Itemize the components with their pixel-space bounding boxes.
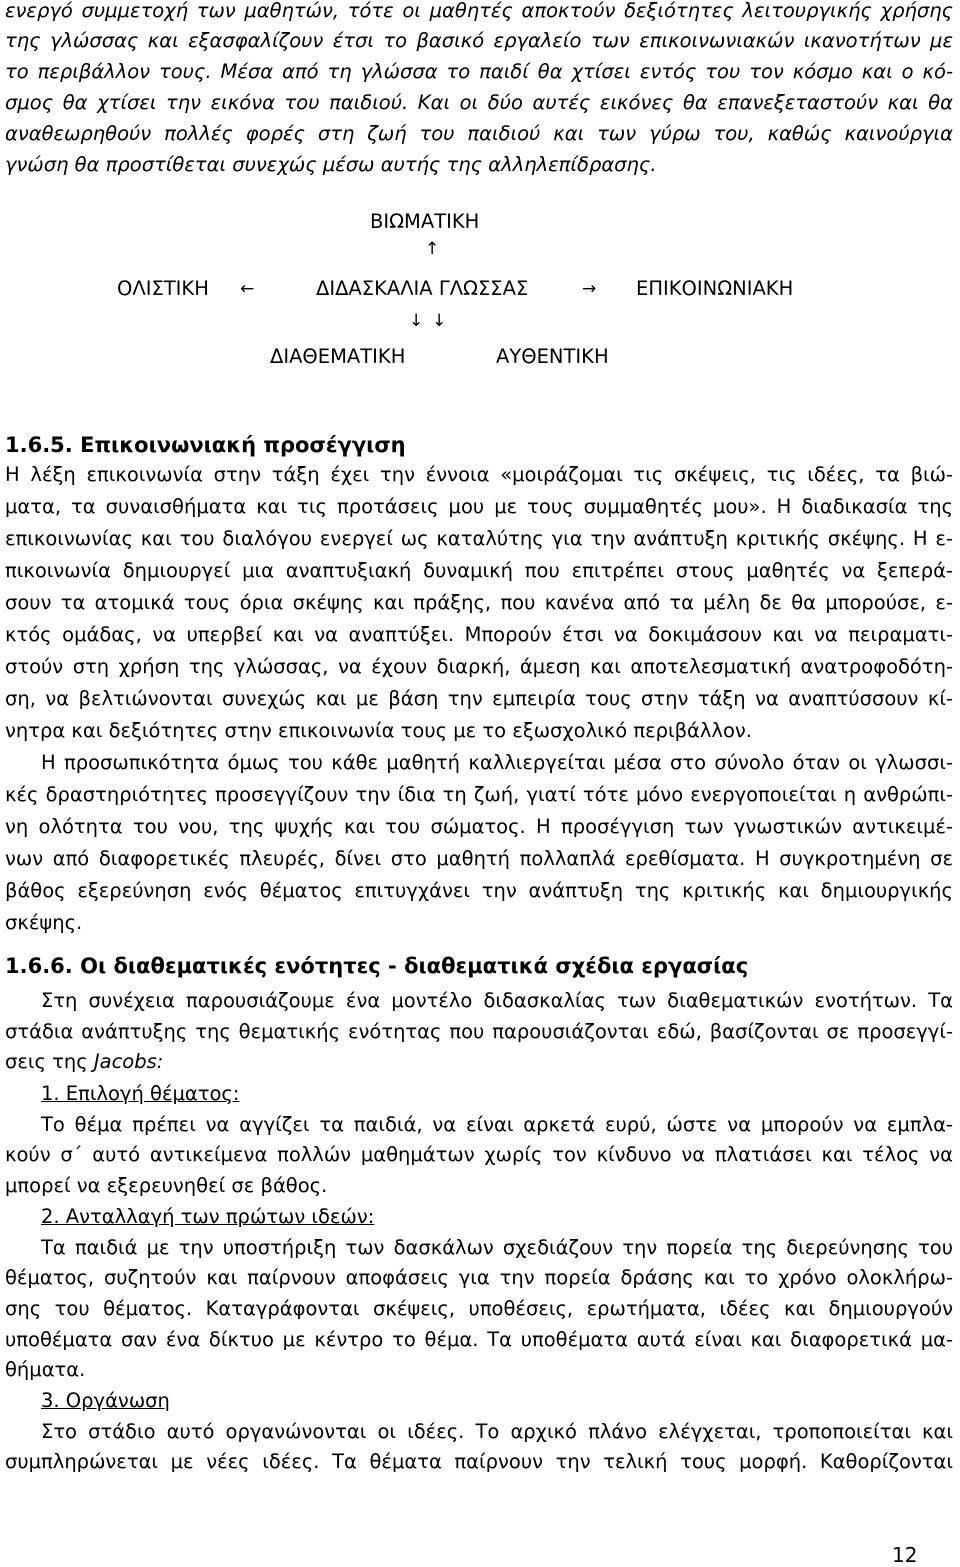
intro-line: της γλώσσας και εξασφαλίζουν έτσι το βασικό εργαλείο των επικοινωνιακών ικανοτήτων με [5,29,953,52]
body-text: σεις της [5,1050,94,1073]
diagram-right-label: ΕΠΙΚΟΙΝΩΝΙΑΚΗ [636,277,794,300]
body-line: πικοινωνία δημιουργεί μια αναπτυξιακή δυναμική που επιτρέπει στους μαθητές να ξεπερά- [5,559,953,582]
step-title: 1. Επιλογή θέματος: [41,1082,240,1105]
arrow-up-icon: ↑ [425,239,440,259]
body-line: βάθος εξερεύνηση ενός θέματος επιτυγχάνει την ανάπτυξη της κριτικής και δημιουργικής [5,879,953,902]
body-line: ματα, τα συναισθήματα και τις προτάσεις μου με τους συμμαθητές μου». Η διαδικασία της [5,495,953,518]
intro-line: αναθεωρηθούν πολλές φορές στη ζωή του παιδιού και των γύρω του, καθώς καινούργια [5,122,953,145]
body-line: κτός ομάδας, να υπερβεί και να αναπτύξει. Μπορούν έτσι να δοκιμάσουν και να πειραματι- [5,623,953,646]
diagram-top-label: ΒΙΩΜΑΤΙΚΗ [370,210,480,233]
body-line: Η λέξη επικοινωνία στην τάξη έχει την έννοια «μοιράζομαι τις σκέψεις, τις ιδέες, τα βιώ- [5,463,953,486]
arrow-left-icon: ← [240,279,255,299]
arrow-down-icon: ↓ [432,311,447,331]
body-line [5,1051,953,1073]
diagram-left-label: ΟΛΙΣΤΙΚΗ [117,277,209,300]
author-name: Jacobs: [93,1050,164,1073]
intro-line: ενεργό συμμετοχή των μαθητών, τότε οι μαθητές αποκτούν δεξιότητες λειτουργικής χρήσης [5,0,953,22]
diagram-bottom-right-label: ΑΥΘΕΝΤΙΚΗ [496,345,609,368]
arrow-right-icon: → [582,279,597,299]
body-line: νητρα και δεξιότητες στην επικοινωνία τους με το εξωσχολικό περιβάλλον. [5,719,752,742]
body-line: Στη συνέχεια παρουσιάζουμε ένα μοντέλο διδασκαλίας των διαθεματικών ενοτήτων. Τα [41,989,953,1012]
step-title: 2. Ανταλλαγή των πρώτων ιδεών: [41,1205,375,1228]
body-line: θέματος, συζητούν και παίρνουν αποφάσεις για την πορεία δράσης και το χρόνο ολοκλήρω- [5,1266,953,1289]
section-heading [5,953,748,979]
diagram-bottom-left-label: ΔΙΑΘΕΜΑΤΙΚΗ [270,345,406,368]
body-line: συμπληρώνεται με νέες ιδέες. Τα θέματα παίρνουν την τελική τους μορφή. Καθορίζονται [5,1450,953,1473]
intro-line: γνώση θα προστίθεται συνεχώς μέσω αυτής της αλληλεπίδρασης. [5,153,657,176]
body-line: σης του θέματος. Καταγράφονται σκέψεις, υποθέσεις, ερωτήματα, ιδέες και δημιουργούν [5,1297,953,1320]
section-title: Οι διαθεματικές ενότητες - διαθεματικά σχέδια εργασίας [80,954,749,978]
body-line: κούν σ΄ αυτό αντικείμενα πολλών μαθημάτων χωρίς τον κίνδυνο να πλατιάσει και τέλος να [5,1143,953,1166]
body-line: Στο στάδιο αυτό οργανώνονται οι ιδέες. Το αρχικό πλάνο ελέγχεται, τροποποιείται και [41,1420,953,1443]
page-number: 12 [892,1543,918,1567]
body-line: ση, να βελτιώνονται συνεχώς και με βάση την εμπειρία τους στην τάξη να αναπτύσσουν κί- [5,687,953,710]
section-number: 1.6.6. [5,954,73,978]
body-line: Το θέμα πρέπει να αγγίζει τα παιδιά, να είναι αρκετά ευρύ, ώστε να μπορούν να εμπλα- [41,1113,953,1136]
body-line: σουν τα ατομικά τους όρια σκέψης και πράξης, που κανένα από τα μέλη δε θα μπορούσε, ε- [5,591,953,614]
section-heading [5,432,406,458]
body-line: στούν στη χρήση της γλώσσας, να έχουν διαρκή, άμεση και αποτελεσματική ανατροφοδότη- [5,655,953,678]
body-line: υποθέματα σαν ένα δίκτυο με κέντρο το θέμα. Τα υποθέματα αυτά είναι και διαφορετικά μα- [5,1328,953,1351]
body-line: κές δραστηριότητες προσεγγίζουν την ίδια τη ζωή, γιατί τότε μόνο ενεργοποιείται η ανθρώπι- [5,783,953,806]
body-line: νη ολότητα του νου, της ψυχής και του σώματος. Η προσέγγιση των γνωστικών αντικειμέ- [5,815,953,838]
body-line: μπορεί να εξερευνηθεί σε βάθος. [5,1174,328,1197]
body-line: στάδια ανάπτυξης της θεματικής ενότητας που παρουσιάζονται εδώ, βασίζονται σε προσεγγί- [5,1020,953,1043]
body-line: θήματα. [5,1358,86,1381]
body-line: νων από διαφορετικές πλευρές, δίνει στο μαθητή πολλαπλά ερεθίσματα. Η συγκροτημένη σε [5,847,953,870]
arrow-down-icon: ↓ [409,311,424,331]
section-number: 1.6.5. [5,433,73,457]
body-line: σκέψης. [5,911,83,934]
section-title: Επικοινωνιακή προσέγγιση [80,433,406,457]
intro-line: το περιβάλλον τους. Μέσα από τη γλώσσα το παιδί θα χτίσει εντός του τον κόσμο και ο κό- [5,60,953,83]
intro-line: σμος θα χτίσει την εικόνα του παιδιού. Και οι δύο αυτές εικόνες θα επανεξεταστούν και θα [5,91,953,114]
diagram-center-label: ΔΙΔΑΣΚΑΛΙΑ ΓΛΩΣΣΑΣ [316,277,529,300]
step-title: 3. Οργάνωση [41,1389,170,1412]
body-line: επικοινωνίας και του διαλόγου ενεργεί ως καταλύτης για την ανάπτυξη κριτικής σκέψης. Η ε- [5,527,953,550]
body-line: Η προσωπικότητα όμως του κάθε μαθητή καλλιεργείται μέσα στο σύνολο όταν οι γλωσσι- [41,751,953,774]
body-line: Τα παιδιά με την υποστήριξη των δασκάλων σχεδιάζουν την πορεία της διερεύνησης του [41,1236,953,1259]
